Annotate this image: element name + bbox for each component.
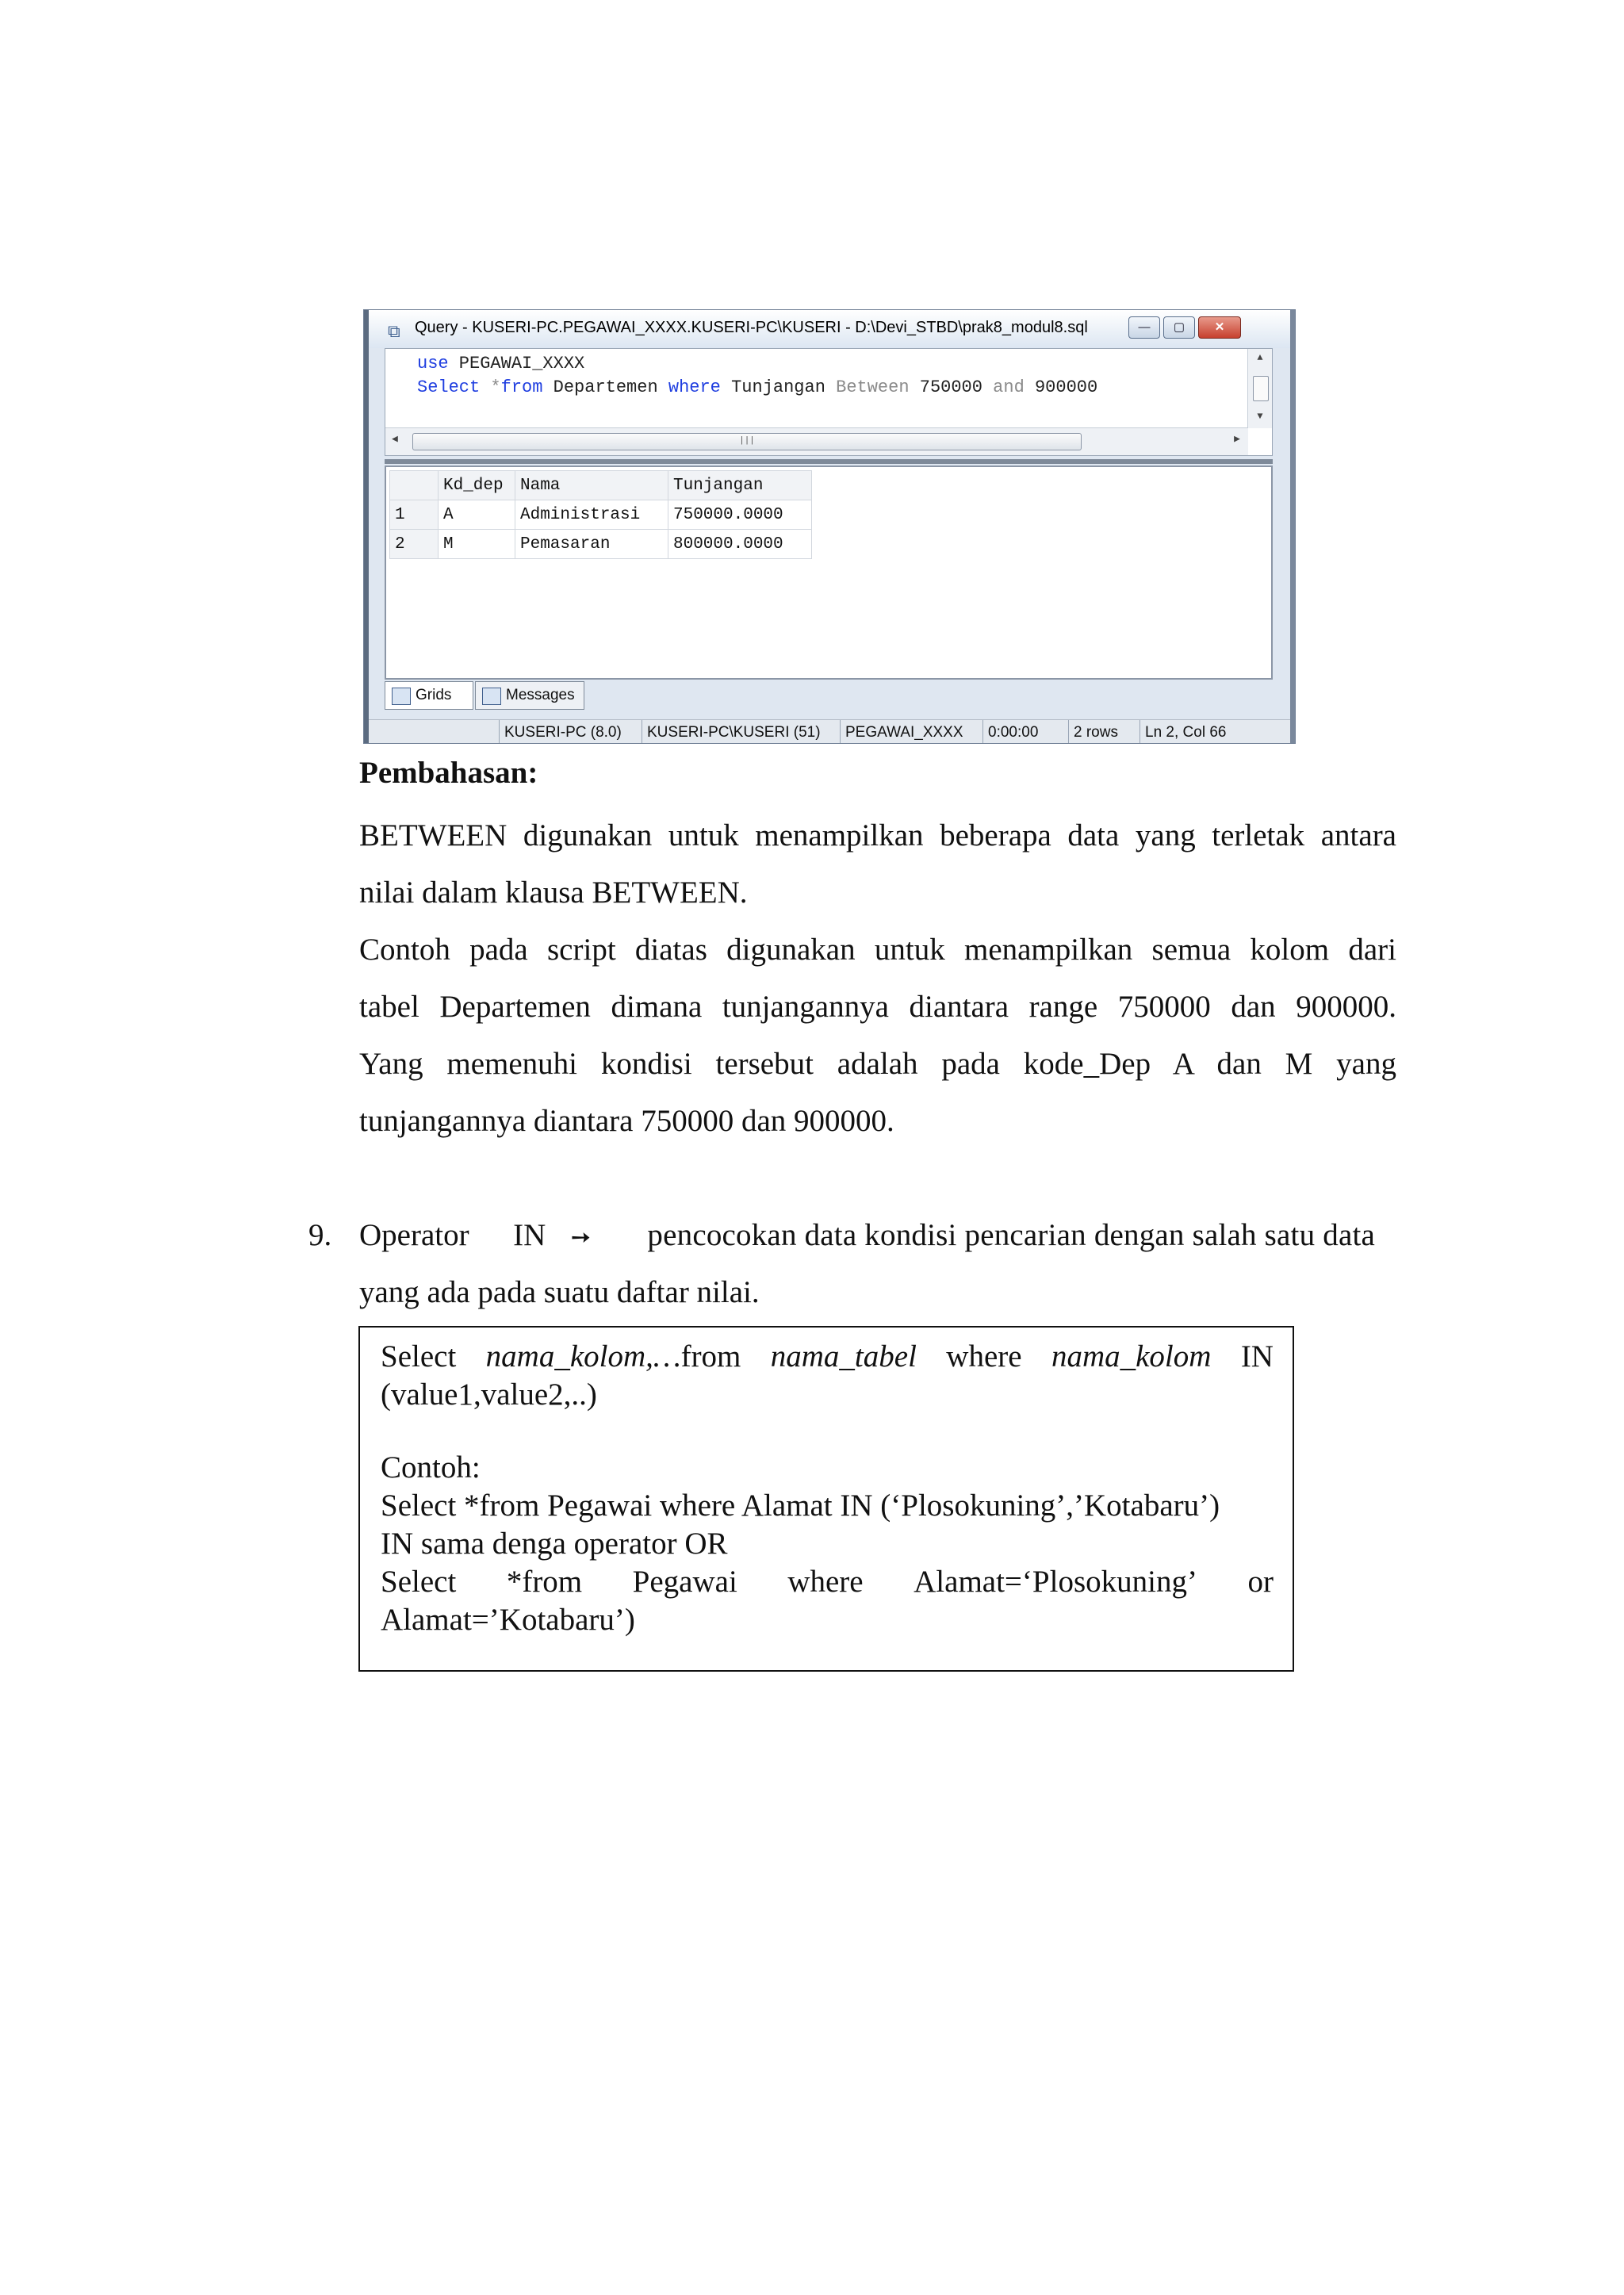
example-word: Pegawai <box>632 1565 737 1599</box>
list-number-9: 9. <box>308 1218 332 1252</box>
table-row[interactable] <box>390 500 812 530</box>
syntax-in: IN <box>1240 1339 1274 1374</box>
cell-tunjangan[interactable]: 750000.0000 <box>668 500 812 530</box>
row-number-header <box>390 471 439 500</box>
sql-token: * <box>480 377 501 397</box>
tab-grids[interactable] <box>385 681 473 710</box>
paragraph-1-line-2: nilai dalam klausa BETWEEN. <box>359 875 748 910</box>
pane-splitter[interactable] <box>385 459 1273 464</box>
sql-token: where <box>668 377 721 397</box>
example-line-3 <box>381 1564 1274 1600</box>
list-item-9-line-2: yang ada pada suatu daftar nilai. <box>359 1275 760 1309</box>
syntax-table-placeholder: nama_tabel <box>770 1339 917 1374</box>
sql-editor[interactable] <box>385 348 1273 456</box>
paragraph-2-line-2: tabel Departemen dimana tunjangannya diantara range 750000 dan 900000. <box>359 990 1396 1024</box>
example-word: Select <box>381 1565 457 1599</box>
status-database: PEGAWAI_XXXX <box>840 720 982 744</box>
grid-icon <box>392 688 411 705</box>
operator-label: Operator <box>359 1218 469 1252</box>
scroll-right-icon[interactable]: ▶ <box>1234 433 1240 445</box>
maximize-button[interactable] <box>1163 316 1195 339</box>
scroll-down-icon[interactable]: ▼ <box>1257 411 1263 422</box>
results-grid <box>389 470 812 559</box>
maximize-icon: ▢ <box>1173 320 1185 334</box>
cell-nama[interactable]: Administrasi <box>515 500 668 530</box>
status-cursor-position: Ln 2, Col 66 <box>1139 720 1258 744</box>
syntax-select: Select <box>381 1339 457 1374</box>
minimize-button[interactable] <box>1128 316 1160 339</box>
paragraph-2-line-1: Contoh pada script diatas digunakan untuk menampilkan semua kolom dari <box>359 933 1396 967</box>
example-word: or <box>1247 1565 1274 1599</box>
cell-tunjangan[interactable]: 800000.0000 <box>668 530 812 559</box>
sql-token: Tunjangan <box>720 377 837 397</box>
query-line-2 <box>417 377 1097 397</box>
scroll-up-icon[interactable]: ▲ <box>1257 352 1263 363</box>
row-number: 1 <box>390 500 439 530</box>
result-tabs <box>385 681 1273 711</box>
vertical-scroll-thumb[interactable] <box>1253 376 1269 401</box>
query-window-screenshot <box>363 309 1296 744</box>
editor-vertical-scrollbar[interactable] <box>1247 349 1272 428</box>
syntax-column-placeholder: nama_kolom,… <box>485 1339 681 1374</box>
horizontal-scroll-thumb[interactable]: ||| <box>412 433 1082 450</box>
sql-token: Between <box>836 377 910 397</box>
tab-messages[interactable] <box>475 681 584 710</box>
sql-token: 900000 <box>1024 377 1098 397</box>
sql-token: and <box>993 377 1025 397</box>
window-frame-left <box>364 310 369 743</box>
example-line-1: Select *from Pegawai where Alamat IN (‘Plosokuning’,’Kotabaru’) <box>381 1488 1220 1523</box>
paragraph-1-line-1: BETWEEN digunakan untuk menampilkan beberapa data yang terletak antara <box>359 818 1396 852</box>
results-grid-pane <box>385 466 1273 680</box>
column-header-tunjangan[interactable]: Tunjangan <box>668 471 812 500</box>
cell-nama[interactable]: Pemasaran <box>515 530 668 559</box>
row-number: 2 <box>390 530 439 559</box>
database-name: PEGAWAI_XXXX <box>448 354 585 374</box>
status-bar <box>369 719 1290 744</box>
syntax-line-2: (value1,value2,..) <box>381 1377 597 1412</box>
list-item-9-line-1 <box>359 1207 1396 1266</box>
example-line-2: IN sama denga operator OR <box>381 1527 728 1561</box>
example-word: Alamat=‘Plosokuning’ <box>914 1565 1197 1599</box>
minimize-icon: — <box>1138 320 1151 334</box>
syntax-column-placeholder-2: nama_kolom <box>1051 1339 1212 1374</box>
editor-horizontal-scrollbar[interactable] <box>385 427 1248 455</box>
paragraph-2-line-3: Yang memenuhi kondisi tersebut adalah pada kode_Dep A dan M yang <box>359 1047 1396 1081</box>
status-server: KUSERI-PC (8.0) <box>499 720 642 744</box>
sql-token: Select <box>417 377 481 397</box>
paragraph-2-line-4: tunjangannya diantara 750000 dan 900000. <box>359 1104 894 1138</box>
syntax-box <box>358 1326 1294 1672</box>
query-window-icon: ⧉ <box>388 321 400 341</box>
query-line-1 <box>417 354 584 374</box>
close-icon: ✕ <box>1214 320 1225 334</box>
window-title: Query - KUSERI-PC.PEGAWAI_XXXX.KUSERI-PC\KUSERI - D:\Devi_STBD\prak8_modul8.sql <box>415 319 1088 336</box>
cell-kd-dep[interactable]: M <box>439 530 515 559</box>
status-row-count: 2 rows <box>1068 720 1139 744</box>
syntax-where: where <box>946 1339 1022 1374</box>
section-heading: Pembahasan: <box>359 756 538 790</box>
messages-icon <box>482 688 501 705</box>
close-button[interactable] <box>1198 316 1241 339</box>
operator-keyword: IN <box>513 1218 546 1252</box>
tab-messages-label: Messages <box>506 687 575 703</box>
sql-token: 750000 <box>909 377 994 397</box>
syntax-from: from <box>680 1339 741 1374</box>
status-user: KUSERI-PC\KUSERI (51) <box>642 720 840 744</box>
column-header-nama[interactable]: Nama <box>515 471 668 500</box>
sql-token: from <box>500 377 543 397</box>
example-word: *from <box>506 1565 583 1599</box>
example-line-4: Alamat=’Kotabaru’) <box>381 1603 635 1637</box>
cell-kd-dep[interactable]: A <box>439 500 515 530</box>
operator-description: pencocokan data kondisi pencarian dengan salah satu data <box>647 1218 1375 1252</box>
sql-token: Departemen <box>542 377 668 397</box>
example-word: where <box>787 1565 864 1599</box>
tab-grids-label: Grids <box>416 687 452 703</box>
example-label: Contoh: <box>381 1450 481 1485</box>
grid-header-row <box>390 471 812 500</box>
keyword-use: use <box>417 354 449 374</box>
window-titlebar[interactable] <box>369 310 1290 348</box>
scroll-left-icon[interactable]: ◀ <box>392 433 398 445</box>
window-frame-right <box>1290 310 1295 743</box>
arrow-right-icon: ➙ <box>570 1224 591 1251</box>
syntax-line-1 <box>381 1339 1274 1374</box>
column-header-kd-dep[interactable]: Kd_dep <box>439 471 515 500</box>
status-elapsed-time: 0:00:00 <box>982 720 1068 744</box>
table-row[interactable] <box>390 530 812 559</box>
